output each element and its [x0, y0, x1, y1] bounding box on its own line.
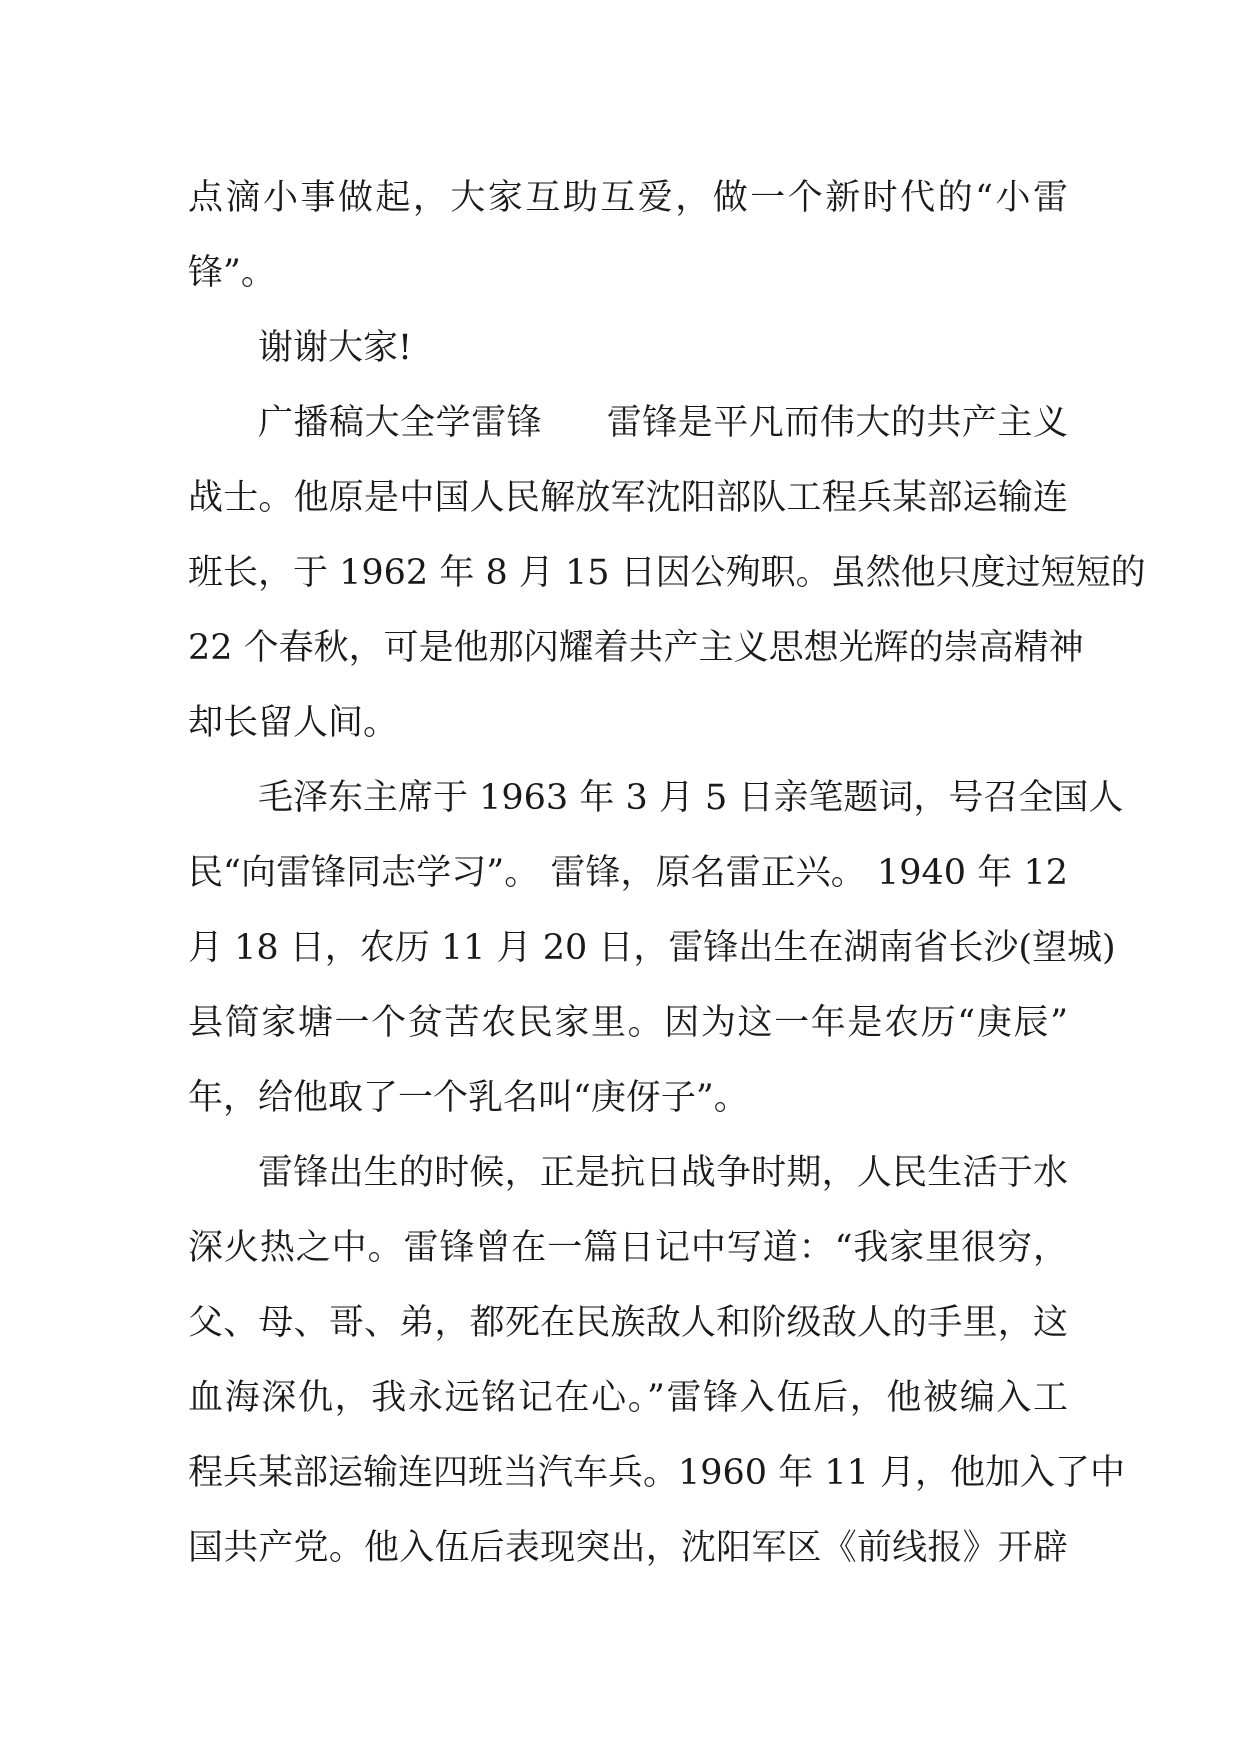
text-line: 点滴小事做起，大家互助互爱，做一个新时代的“小雷: [188, 178, 1068, 218]
text-line: 县简家塘一个贫苦农民家里。因为这一年是农历“庚辰”: [188, 1003, 1068, 1043]
text-line: 深火热之中。雷锋曾在一篇日记中写道：“我家里很穷，: [188, 1228, 1068, 1268]
text-line: 国共产党。他入伍后表现突出，沈阳军区《前线报》开辟: [188, 1528, 1068, 1568]
text-line: 班长，于 1962 年 8 月 15 日因公殉职。虽然他只度过短短的: [188, 553, 1146, 593]
text-line: 年，给他取了一个乳名叫“庚伢子”。: [188, 1078, 749, 1118]
text-line: 程兵某部运输连四班当汽车兵。1960 年 11 月，他加入了中: [188, 1453, 1125, 1493]
text-line: 22 个春秋，可是他那闪耀着共产主义思想光辉的崇高精神: [188, 628, 1084, 668]
text-line: 月 18 日，农历 11 月 20 日，雷锋出生在湖南省长沙(望城): [188, 928, 1116, 968]
text-line: 民“向雷锋同志学习”。 雷锋，原名雷正兴。 1940 年 12: [188, 853, 1068, 893]
paragraph-start: 雷锋是平凡而伟大的共产主义: [606, 403, 1068, 443]
text-line: 锋”。: [188, 253, 276, 293]
text-line: [258, 403, 1068, 443]
text-line: 父、母、哥、弟，都死在民族敌人和阶级敌人的手里，这: [188, 1303, 1068, 1343]
text-line: 谢谢大家!: [258, 328, 413, 368]
text-line: 毛泽东主席于 1963 年 3 月 5 日亲笔题词，号召全国人: [258, 778, 1124, 818]
text-line: 雷锋出生的时候，正是抗日战争时期，人民生活于水: [258, 1153, 1068, 1193]
text-line: 血海深仇，我永远铭记在心。”雷锋入伍后，他被编入工: [188, 1378, 1068, 1418]
paragraph-heading: 广播稿大全学雷锋: [258, 403, 543, 443]
text-line: 却长留人间。: [188, 703, 399, 743]
text-line: 战士。他原是中国人民解放军沈阳部队工程兵某部运输连: [188, 478, 1068, 518]
